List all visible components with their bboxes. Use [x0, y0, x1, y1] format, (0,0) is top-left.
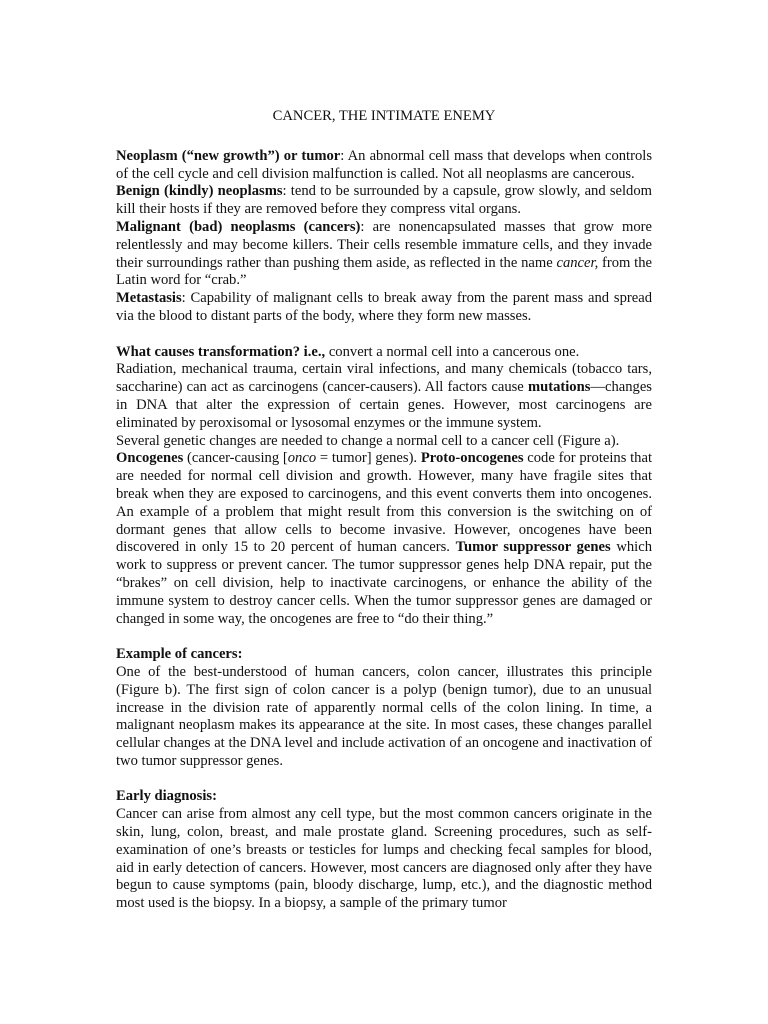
malignant-text-2: from the Latin word for “crab.”: [116, 254, 652, 289]
transformation-heading: What causes transformation? i.e.,: [116, 343, 326, 360]
mutations-term: mutations: [527, 379, 591, 396]
neoplasm-term: Neoplasm (“new growth”) or tumor: [116, 147, 341, 164]
diagnosis-heading: Early diagnosis:: [116, 788, 217, 805]
oncogenes-term: Oncogenes: [116, 450, 184, 467]
malignant-definition: [116, 219, 652, 290]
transformation-p3-c: code for proteins that are needed for normal cell division and growth. However, many have fragile sites that break when they are exposed to carcinogens, and this event converts them into oncogenes. An example of a problem that might result from this conversion is the switching on of dormant genes that allow cells to become invasive. However, oncogenes have been discovered in only 15 to 20 percent of human cancers.: [116, 450, 653, 556]
transformation-heading-line: [116, 344, 652, 362]
transformation-paragraph-1: [116, 361, 652, 432]
tumor-suppressor-term: Tumor suppressor genes: [455, 539, 611, 556]
proto-oncogenes-term: Proto-oncogenes: [420, 450, 524, 467]
neoplasm-text: : An abnormal cell mass that develops when controls of the cell cycle and cell division malfunction is called. Not all neoplasms are cancerous.: [116, 147, 652, 182]
neoplasm-definition: [116, 148, 652, 184]
examples-heading: Example of cancers:: [116, 646, 243, 663]
document-title: CANCER, THE INTIMATE ENEMY: [272, 108, 496, 124]
benign-text: : tend to be surrounded by a capsule, grow slowly, and seldom kill their hosts if they are removed before they compress vital organs.: [116, 183, 652, 218]
metastasis-definition: [116, 290, 652, 326]
benign-definition: [116, 183, 652, 219]
metastasis-term: Metastasis: [116, 290, 182, 307]
examples-paragraph: One of the best-understood of human cancers, colon cancer, illustrates this principle (Figure b). The first sign of colon cancer is a polyp (benign tumor), due to an unusual increase in the division rate of apparently normal cells of the colon lining. In time, a malignant neoplasm makes its appearance at the site. In most cases, these changes parallel cellular changes at the DNA level and include activation of an oncogene and inactivation of two tumor suppressor genes.: [116, 663, 652, 769]
malignant-italic: cancer,: [556, 254, 599, 271]
transformation-p1-a: Radiation, mechanical trauma, certain viral infections, and many chemicals (tobacco tars, saccharine) can act as carcinogens (cancer-causers). All factors cause: [116, 361, 652, 396]
transformation-p1-b: —changes in DNA that alter the expression of certain genes. However, most carcinogens are eliminated by peroxisomal or lysosomal enzymes or the immune system.: [116, 379, 652, 431]
transformation-p3-a: (cancer-causing [: [183, 450, 288, 467]
transformation-p3-b: = tumor] genes).: [316, 450, 421, 467]
spacer: [116, 628, 652, 646]
transformation-paragraph-2: Several genetic changes are needed to change a normal cell to a cancer cell (Figure a).: [116, 432, 620, 449]
transformation-heading-rest: convert a normal cell into a cancerous one.: [325, 343, 580, 360]
transformation-paragraph-3: [116, 450, 652, 628]
spacer: [116, 771, 652, 789]
document-page: [116, 108, 652, 913]
metastasis-text: : Capability of malignant cells to break away from the parent mass and spread via the blood to distant parts of the body, where they form new masses.: [116, 290, 652, 324]
benign-term: Benign (kindly) neoplasms: [116, 183, 283, 200]
malignant-term: Malignant (bad) neoplasms (cancers): [116, 218, 361, 235]
diagnosis-paragraph: Cancer can arise from almost any cell type, but the most common cancers originate in the skin, lung, colon, breast, and male prostate gland. Screening procedures, such as self-examination of one’s breasts or testicles for lumps and checking fecal samples for blood, aid in early detection of cancers. However, most cancers are diagnosed only after they have begun to cause symptoms (pain, bloody discharge, lump, etc.), and the diagnostic method most used is the biopsy. In a biopsy, a sample of the primary tumor: [116, 806, 652, 912]
spacer: [116, 326, 652, 344]
transformation-p3-d: which work to suppress or prevent cancer. The tumor suppressor genes help DNA repair, put the “brakes” on cell division, help to inactivate carcinogens, or enhance the ability of the immune system to destroy cancer cells. When the tumor suppressor genes are damaged or changed in some way, the oncogenes are free to “do their thing.”: [116, 539, 652, 627]
malignant-text-1: : are nonencapsulated masses that grow more relentlessly and may become killers. Their cells resemble immature cells, and they invade their surroundings rather than pushing them aside, as reflected in the name: [116, 218, 652, 271]
onco-italic: onco: [287, 450, 317, 467]
